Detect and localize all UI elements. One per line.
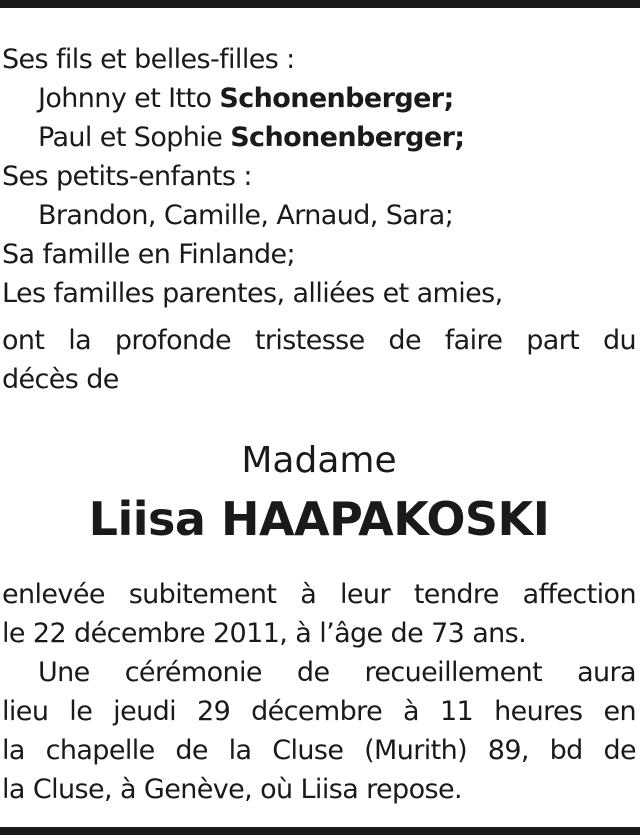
- honorific: Madame: [241, 440, 397, 481]
- details-line: le 22 décembre 2011, à l’âge de 73 ans.: [2, 618, 527, 649]
- ceremony-line: la chapelle de la Cluse (Murith) 89, bd de: [2, 735, 636, 766]
- relatives-line: Les familles parentes, alliées et amies,: [2, 278, 503, 309]
- bottom-border-rule: [0, 827, 640, 835]
- surname: Schonenberger;: [219, 83, 454, 114]
- sons-heading: Ses fils et belles-filles :: [2, 44, 295, 75]
- family-member-line: [2, 79, 636, 118]
- finland-family: Sa famille en Finlande;: [2, 239, 296, 270]
- surname: Schonenberger;: [230, 122, 465, 153]
- grandchildren-names: Brandon, Camille, Arnaud, Sara;: [38, 200, 454, 231]
- grandchildren-heading: Ses petits-enfants :: [2, 161, 252, 192]
- ceremony-line: Une cérémonie de recueillement aura: [38, 657, 636, 688]
- top-border-rule: [0, 0, 640, 8]
- given-names: Paul et Sophie: [38, 122, 231, 153]
- ceremony-line: la Cluse, à Genève, où Liisa repose.: [2, 774, 462, 805]
- deceased-name: Liisa HAAPAKOSKI: [88, 492, 550, 546]
- details-paragraph: [2, 575, 636, 653]
- announcement-line: décès de: [2, 364, 119, 395]
- ceremony-line: lieu le jeudi 29 décembre à 11 heures en: [2, 696, 636, 727]
- ceremony-paragraph: [2, 653, 636, 809]
- family-member-line: [2, 118, 636, 157]
- details-line: enlevée subitement à leur tendre affection: [2, 579, 636, 610]
- obituary-notice: [2, 40, 636, 809]
- announcement-paragraph: [2, 321, 636, 399]
- given-names: Johnny et Itto: [38, 83, 220, 114]
- announcement-line: ont la profonde tristesse de faire part du: [2, 325, 636, 356]
